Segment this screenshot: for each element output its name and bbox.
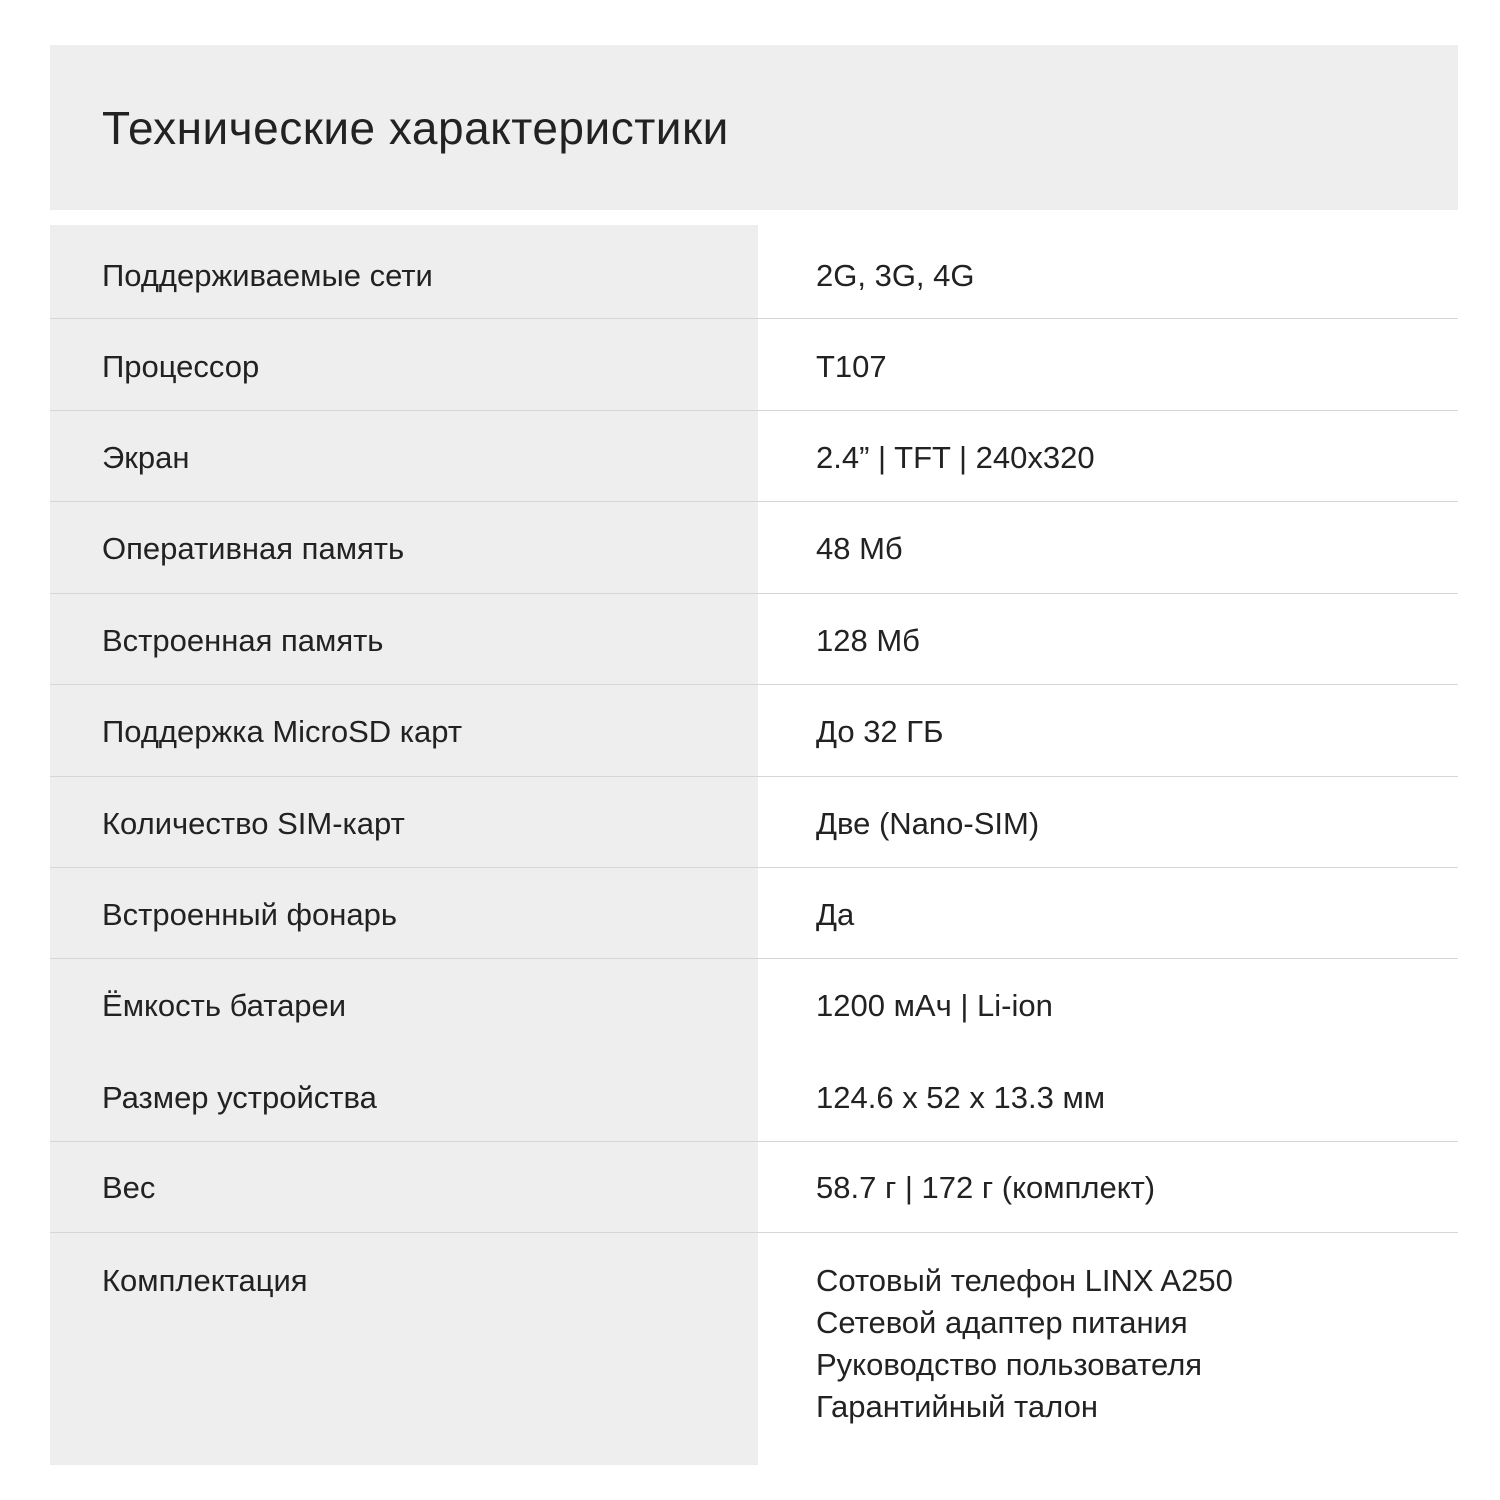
spec-row-flashlight: [50, 868, 1458, 959]
spec-value: 1200 мАч | Li-ion: [816, 988, 1053, 1023]
spec-row-weight: [50, 1142, 1458, 1233]
spec-label: Встроенная память: [102, 623, 384, 658]
spec-value: Да: [816, 897, 855, 932]
spec-row-package: [50, 1233, 1458, 1465]
spec-label: Комплектация: [102, 1263, 308, 1298]
spec-label: Количество SIM-карт: [102, 806, 405, 841]
spec-row-microsd: [50, 685, 1458, 777]
spec-row-screen: [50, 411, 1458, 502]
spec-label: Встроенный фонарь: [102, 897, 398, 932]
spec-row-ram: [50, 502, 1458, 594]
page-title: Технические характеристики: [102, 102, 729, 154]
spec-row-networks: [50, 225, 1458, 319]
spec-value: 2.4” | TFT | 240x320: [816, 440, 1095, 475]
spec-row-sim: [50, 777, 1458, 868]
spec-row-dimensions: [50, 1051, 1458, 1142]
spec-label: Ёмкость батареи: [102, 988, 347, 1023]
spec-header: [50, 45, 1458, 210]
spec-row-storage: [50, 594, 1458, 685]
spec-value: 58.7 г | 172 г (комплект): [816, 1170, 1156, 1205]
spec-value: 48 Мб: [816, 531, 903, 566]
spec-label: Экран: [102, 440, 190, 475]
spec-label: Поддерживаемые сети: [102, 258, 433, 293]
spec-value: До 32 ГБ: [816, 714, 944, 749]
package-item: Гарантийный талон: [816, 1389, 1098, 1424]
package-item: Сотовый телефон LINX A250: [816, 1263, 1233, 1298]
package-item: Руководство пользователя: [816, 1347, 1203, 1382]
package-item: Сетевой адаптер питания: [816, 1305, 1188, 1340]
spec-label: Размер устройства: [102, 1080, 377, 1115]
spec-value: 128 Мб: [816, 623, 920, 658]
spec-label: Вес: [102, 1170, 156, 1205]
spec-row-processor: [50, 319, 1458, 411]
package-list: [816, 1260, 1233, 1428]
spec-value: Две (Nano-SIM): [816, 806, 1040, 841]
spec-value: 2G, 3G, 4G: [816, 258, 975, 293]
spec-label: Поддержка MicroSD карт: [102, 714, 463, 749]
spec-table: [50, 225, 1458, 1465]
spec-value: T107: [816, 349, 887, 384]
spec-label: Процессор: [102, 349, 260, 384]
spec-row-battery: [50, 959, 1458, 1051]
spec-value: 124.6 x 52 x 13.3 мм: [816, 1080, 1106, 1115]
spec-label: Оперативная память: [102, 531, 405, 566]
